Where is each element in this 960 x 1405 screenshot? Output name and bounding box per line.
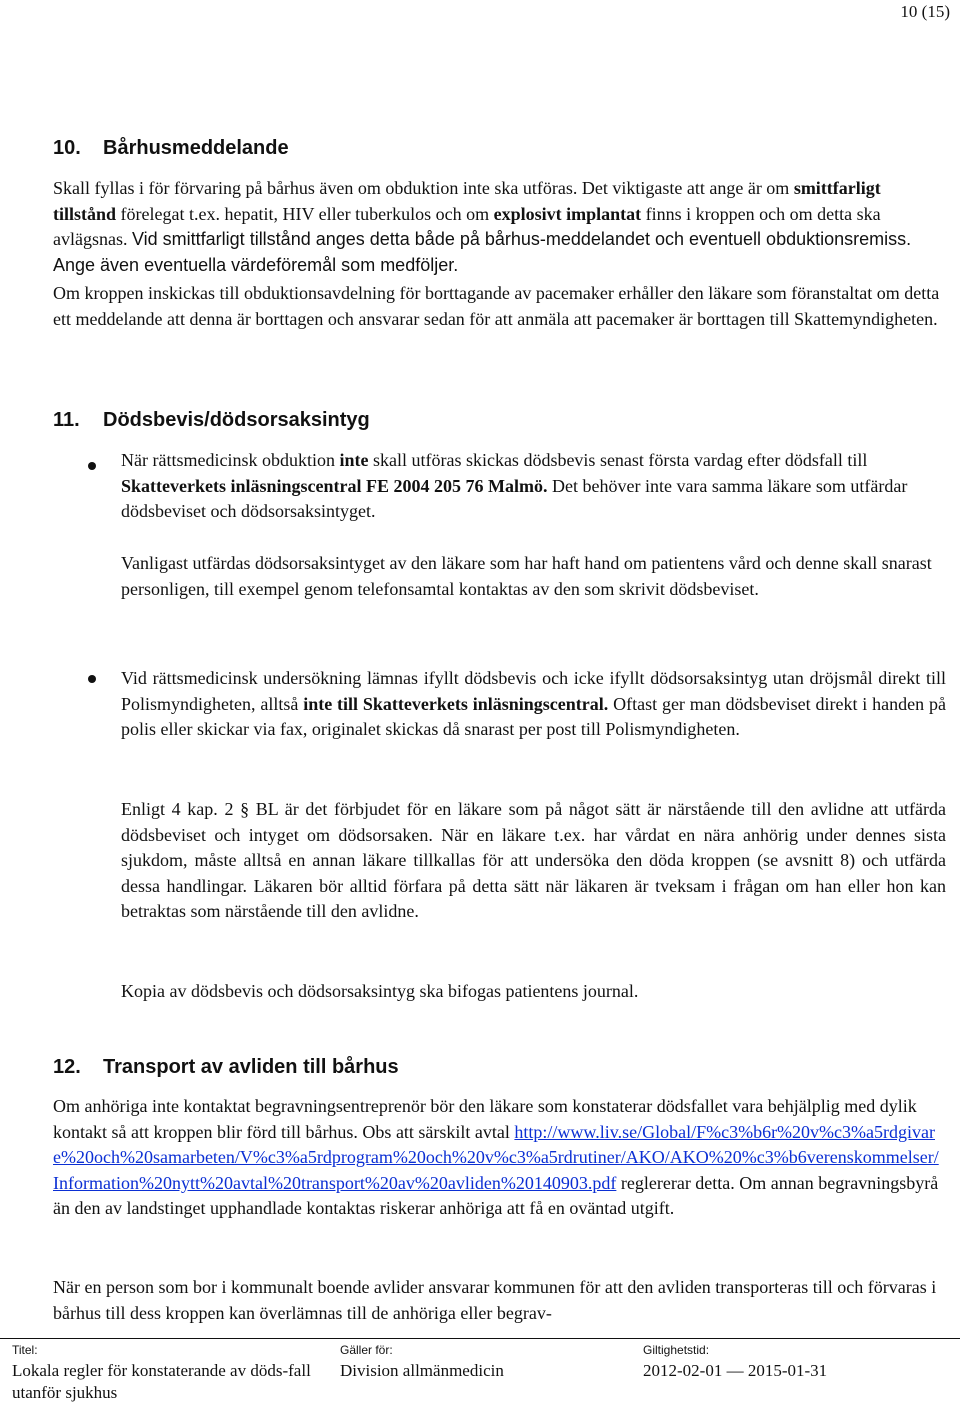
section-10-heading (53, 137, 289, 160)
bullet-marker (88, 675, 96, 683)
footer-applies-label: Gäller för: (340, 1343, 393, 1357)
section-11-title: Dödsbevis/dödsorsaksintyg (103, 409, 370, 431)
text-run: Vid smittfarligt tillstånd anges detta både på bårhus-meddelandet och eventuell obduktionsremiss. Ange även eventuella värdeföremål som medföljer. (53, 229, 912, 275)
footer-validity-label: Giltighetstid: (643, 1343, 710, 1357)
bold-text: smittfarligt tillstånd (53, 178, 881, 224)
page-number: 10 (15) (900, 2, 950, 21)
section-10-number: 10. (53, 137, 81, 159)
section-10-paragraph-2: Om kroppen inskickas till obduktionsavdelning för borttagande av pacemaker erhåller den läkare som föranstaltat om detta ett meddelande att denna är borttagen och ansvarar sedan för att anmäla att pacemaker är borttagen till Skattemyndigheten. (53, 283, 940, 329)
text-run: finns i kroppen och om detta ska avlägsnas. (53, 203, 881, 250)
text-run: Det behöver inte vara samma läkare som utfärdar dödsbeviset och dödsorsaksintyget. (121, 475, 908, 522)
bold-text: Skatteverkets inläsningscentral FE 2004 205 76 Malmö. (121, 475, 548, 496)
section-11-heading (53, 409, 370, 432)
text-run: Oftast ger man dödsbeviset direkt i handen på polis eller skickar via fax, originalet skickas då snarast per post till Polismyndigheten. (121, 693, 946, 740)
footer-title-value: Lokala regler för konstaterande av döds-fall utanför sjukhus (12, 1361, 311, 1402)
bold-text: inte (339, 450, 369, 470)
section-11-bullet-2-paragraph-3: Kopia av dödsbevis och dödsorsaksintyg ska bifogas patientens journal. (121, 981, 639, 1001)
section-12-heading (53, 1056, 399, 1079)
section-11-bullet-1 (121, 448, 946, 525)
text-run: skall utföras skickas dödsbevis senast första vardag efter dödsfall till (368, 450, 868, 470)
bold-text: explosivt implantat (493, 203, 642, 224)
footer-validity-value: 2012-02-01 — 2015-01-31 (643, 1361, 828, 1380)
footer-divider (0, 1338, 960, 1339)
section-12-title: Transport av avliden till bårhus (103, 1056, 399, 1078)
section-11-bullet-2 (121, 666, 946, 743)
section-11-bullet-2-paragraph-2: Enligt 4 kap. 2 § BL är det förbjudet för en läkare som på något sätt är närstående till den avlidne att utfärda dödsbeviset och intyget om dödsorsaken. När en läkare t.ex. har vårdat en nära anhörig under dennes sista sjukdom, måste alltså en annan läkare tillkallas för att undersöka den döda kroppen (se avsnitt 8) och utfärda dessa handlingar. Läkaren bör alltid förfara på detta sätt när läkaren är tveksam i frågan om han eller hon kan betraktas som närstående till den avlidne. (121, 799, 946, 922)
text-run: förelegat t.ex. hepatit, HIV eller tuberkulos och om (116, 203, 494, 224)
section-12-number: 12. (53, 1056, 81, 1078)
section-10-title: Bårhusmeddelande (103, 137, 289, 159)
agreement-link[interactable]: http://www.liv.se/Global/F%c3%b6r%20v%c3%a5rdgivare%20och%20samarbeten/V%c3%a5rdprogram%20och%20v%c3%a5rdrutiner/AKO/AKO%20%c3%b6verenskommelser/Information%20nytt%20avtal%20transport%20av%20avliden%20140903.pdf (53, 1121, 939, 1193)
section-12-text-before-link: Om anhöriga inte kontaktat begravningsentreprenör bör den läkare som konstaterar dödsfallet vara behjälplig med dylik kontakt så att kroppen blir förd till bårhus. Obs att särskilt avtal (53, 1096, 917, 1142)
footer-title-label: Titel: (12, 1343, 38, 1357)
section-12-paragraph-1 (53, 1094, 943, 1222)
section-12-text-after-link: reglererar detta. Om annan begravningsbyrå än den av landstinget upphandlade kontaktas riskerar anhöriga att få en oväntad utgift. (53, 1172, 939, 1219)
section-10-paragraph-1 (53, 176, 943, 278)
section-11-bullet-1-paragraph-2: Vanligast utfärdas dödsorsaksintyget av den läkare som har haft hand om patientens vård och denne skall snarast personligen, till exempel genom telefonsamtal kontaktas av den som skrivit dödsbeviset. (121, 553, 932, 599)
text-run: När rättsmedicinsk obduktion (121, 450, 340, 470)
bullet-marker (88, 462, 96, 470)
section-11-number: 11. (53, 409, 80, 431)
footer-applies-value: Division allmänmedicin (340, 1361, 504, 1380)
text-run: Skall fyllas i för förvaring på bårhus även om obduktion inte ska utföras. Det viktigaste att ange är om (53, 178, 794, 198)
bold-text: inte till Skatteverkets inläsningscentral. (303, 693, 609, 714)
section-12-paragraph-2: När en person som bor i kommunalt boende avlider ansvarar kommunen för att den avliden transporteras till och förvaras i bårhus till dess kroppen kan överlämnas till de anhöriga eller begrav- (53, 1277, 937, 1323)
text-run: Vid rättsmedicinsk undersökning lämnas ifyllt dödsbevis och icke ifyllt dödsorsaksintyg utan dröjsmål direkt till Polismyndigheten, alltså (121, 668, 946, 714)
